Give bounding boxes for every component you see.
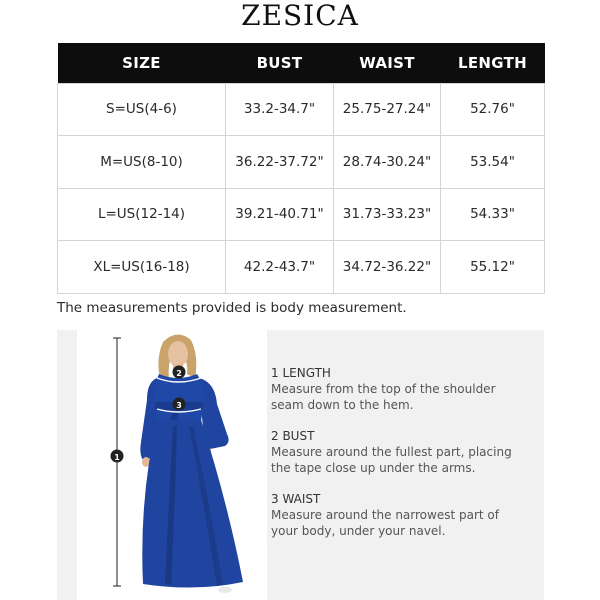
cell-waist: 34.72-36.22" [334, 241, 441, 294]
measurement-note: The measurements provided is body measurement. [57, 300, 407, 316]
cell-bust: 33.2-34.7" [226, 83, 334, 136]
cell-bust: 42.2-43.7" [226, 241, 334, 294]
instruction-title: 3 WAIST [271, 492, 321, 506]
size-chart-table [57, 43, 545, 294]
face-shape [168, 341, 188, 367]
header-bust: BUST [226, 43, 334, 83]
cell-waist: 25.75-27.24" [334, 83, 441, 136]
marker-1-label: 1 [114, 453, 120, 462]
instruction-line: your body, under your navel. [271, 524, 446, 538]
cell-length: 53.54" [441, 136, 545, 189]
header-length: LENGTH [441, 43, 545, 83]
instruction-line: seam down to the hem. [271, 398, 414, 412]
marker-2-label: 2 [176, 369, 182, 378]
instruction-line: the tape close up under the arms. [271, 461, 476, 475]
instruction-title: 1 LENGTH [271, 366, 331, 380]
cell-waist: 28.74-30.24" [334, 136, 441, 189]
cell-size: S=US(4-6) [58, 83, 226, 136]
instruction-line: Measure around the fullest part, placing [271, 445, 512, 459]
cell-size: L=US(12-14) [58, 188, 226, 241]
table-row [58, 83, 545, 136]
model-illustration [77, 330, 267, 600]
measurement-instructions [271, 365, 541, 554]
instruction-bust [271, 428, 541, 476]
cell-size: M=US(8-10) [58, 136, 226, 189]
cell-length: 55.12" [441, 241, 545, 294]
instruction-waist [271, 491, 541, 539]
table-row [58, 241, 545, 294]
cell-length: 52.76" [441, 83, 545, 136]
cell-length: 54.33" [441, 188, 545, 241]
instruction-line: Measure from the top of the shoulder [271, 382, 496, 396]
cell-bust: 36.22-37.72" [226, 136, 334, 189]
marker-3-label: 3 [176, 401, 182, 410]
table-row [58, 188, 545, 241]
cell-size: XL=US(16-18) [58, 241, 226, 294]
shoe-shape [218, 587, 232, 593]
instruction-line: Measure around the narrowest part of [271, 508, 499, 522]
brand-logo: ZESICA [241, 0, 359, 32]
header-waist: WAIST [334, 43, 441, 83]
header-size: SIZE [58, 43, 226, 83]
instruction-length [271, 365, 541, 413]
instruction-title: 2 BUST [271, 429, 315, 443]
cell-bust: 39.21-40.71" [226, 188, 334, 241]
cell-waist: 31.73-33.23" [334, 188, 441, 241]
measurement-guide-panel [57, 330, 544, 600]
dress-figure [77, 330, 267, 600]
table-header-row [58, 43, 545, 83]
table-row [58, 136, 545, 189]
